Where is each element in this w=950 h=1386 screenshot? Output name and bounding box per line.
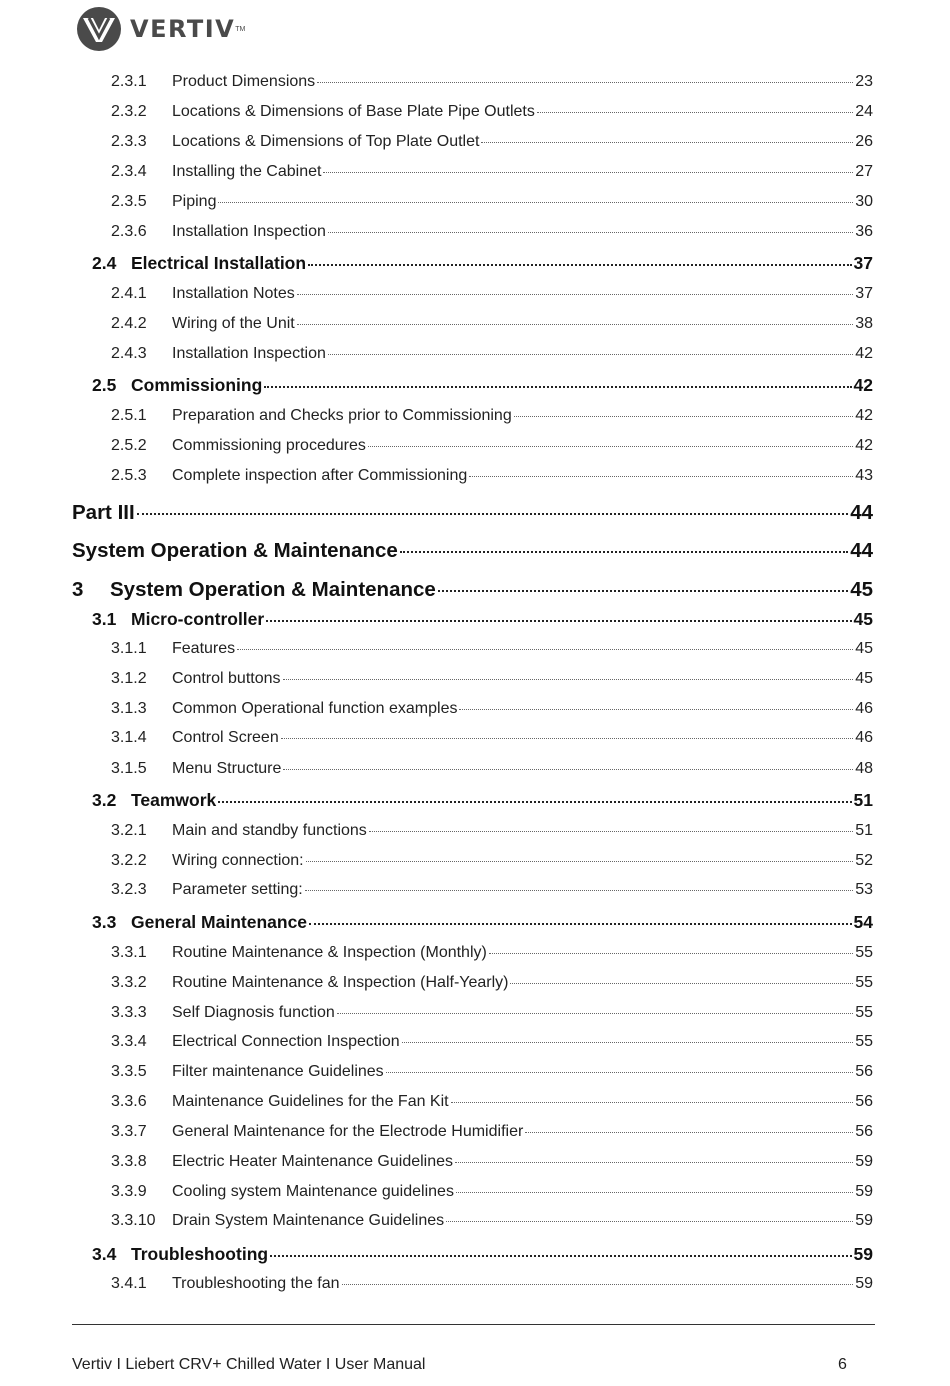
toc-dot-leader <box>305 890 853 891</box>
toc-entry-page: 45 <box>850 578 873 601</box>
toc-entry-title: Features <box>172 640 236 657</box>
toc-entry[interactable] <box>111 73 873 91</box>
toc-entry-title: Routine Maintenance & Inspection (Monthly) <box>172 944 487 961</box>
toc-dot-leader <box>481 142 853 143</box>
toc-dot-leader <box>510 983 853 984</box>
toc-entry-number: 3.2.1 <box>111 822 147 839</box>
toc-entry[interactable] <box>111 467 873 485</box>
toc-entry[interactable] <box>111 822 873 840</box>
toc-dot-leader <box>297 294 853 295</box>
toc-entry-number: 3 <box>72 578 84 601</box>
toc-entry-page: 27 <box>855 163 873 180</box>
toc-dot-leader <box>489 953 853 954</box>
toc-entry-title: Electric Heater Maintenance Guidelines <box>172 1153 454 1170</box>
toc-entry-page: 59 <box>855 1275 873 1292</box>
toc-entry-title: Electrical Connection Inspection <box>172 1033 400 1050</box>
toc-entry[interactable] <box>111 640 873 658</box>
toc-dot-leader <box>266 620 851 622</box>
toc-entry-number: 3.1.2 <box>111 670 147 687</box>
toc-entry-title: Troubleshooting the fan <box>172 1275 340 1292</box>
toc-entry-title: Locations & Dimensions of Top Plate Outlet <box>172 133 480 150</box>
toc-entry-page: 45 <box>853 609 873 629</box>
toc-dot-leader <box>456 1192 853 1193</box>
toc-dot-leader <box>218 801 851 803</box>
footer-page-number: 6 <box>838 1356 847 1373</box>
toc-entry-number: 3.2.3 <box>111 881 147 898</box>
toc-entry-page: 37 <box>853 253 873 273</box>
toc-entry-title: Troubleshooting <box>131 1244 269 1264</box>
footer-document-title: Vertiv I Liebert CRV+ Chilled Water I User Manual <box>72 1356 426 1373</box>
toc-entry-title: Product Dimensions <box>172 73 316 90</box>
toc-entry-number: 2.3.3 <box>111 133 147 150</box>
toc-entry-page: 42 <box>855 407 873 424</box>
toc-entry-page: 42 <box>855 345 873 362</box>
toc-entry-page: 59 <box>855 1153 873 1170</box>
toc-dot-leader <box>386 1072 854 1073</box>
toc-entry-page: 52 <box>855 852 873 869</box>
toc-entry-number: 3.3.1 <box>111 944 147 961</box>
toc-entry-page: 42 <box>855 437 873 454</box>
toc-entry[interactable] <box>111 133 873 151</box>
toc-entry[interactable] <box>111 1183 873 1201</box>
toc-entry[interactable] <box>111 881 873 899</box>
toc-dot-leader <box>297 324 853 325</box>
toc-dot-leader <box>308 264 851 266</box>
toc-entry-page: 30 <box>855 193 873 210</box>
toc-entry-page: 54 <box>853 912 873 932</box>
toc-dot-leader <box>342 1284 854 1285</box>
toc-entry-title: Cooling system Maintenance guidelines <box>172 1183 454 1200</box>
toc-entry-title: General Maintenance for the Electrode Humidifier <box>172 1123 524 1140</box>
toc-entry-number: 2.3.5 <box>111 193 147 210</box>
toc-entry[interactable] <box>111 670 873 688</box>
toc-entry-title: Electrical Installation <box>131 253 307 273</box>
toc-entry-page: 48 <box>855 760 873 777</box>
toc-dot-leader <box>283 679 854 680</box>
toc-entry-number: 3.3.4 <box>111 1033 147 1050</box>
toc-entry[interactable] <box>111 1212 873 1230</box>
toc-dot-leader <box>264 386 851 388</box>
toc-entry[interactable] <box>92 1244 873 1265</box>
toc-entry-title: Installation Inspection <box>172 345 326 362</box>
toc-entry-number: 3.3.5 <box>111 1063 147 1080</box>
toc-entry[interactable] <box>111 163 873 181</box>
toc-entry-page: 24 <box>855 103 873 120</box>
toc-entry-page: 38 <box>855 315 873 332</box>
toc-dot-leader <box>270 1255 851 1257</box>
toc-entry[interactable] <box>92 253 873 274</box>
toc-dot-leader <box>237 649 853 650</box>
toc-dot-leader <box>446 1221 853 1222</box>
toc-entry[interactable] <box>92 375 873 396</box>
toc-dot-leader <box>369 831 853 832</box>
toc-entry-number: 3.1.3 <box>111 700 147 717</box>
toc-entry[interactable] <box>111 407 873 425</box>
toc-dot-leader <box>514 416 853 417</box>
toc-entry-page: 37 <box>855 285 873 302</box>
toc-entry-number: 3.2.2 <box>111 852 147 869</box>
toc-dot-leader <box>400 551 848 553</box>
toc-entry-number: 3.3.2 <box>111 974 147 991</box>
toc-entry[interactable] <box>111 1093 873 1111</box>
toc-entry-page: 59 <box>855 1183 873 1200</box>
toc-entry-page: 46 <box>855 729 873 746</box>
toc-entry-title: Teamwork <box>131 790 217 810</box>
toc-entry-page: 51 <box>853 790 873 810</box>
toc-dot-leader <box>537 112 853 113</box>
toc-entry[interactable] <box>111 345 873 363</box>
toc-entry-title: Menu Structure <box>172 760 282 777</box>
toc-entry[interactable] <box>111 285 873 303</box>
toc-entry-page: 26 <box>855 133 873 150</box>
logo-wordmark: VERTIV <box>130 15 236 43</box>
toc-dot-leader <box>402 1042 854 1043</box>
toc-entry-number: 3.1.4 <box>111 729 147 746</box>
toc-entry-page: 46 <box>855 700 873 717</box>
toc-entry-title: Complete inspection after Commissioning <box>172 467 468 484</box>
toc-entry-number: 2.3.1 <box>111 73 147 90</box>
toc-entry-title: Piping <box>172 193 217 210</box>
toc-entry[interactable] <box>72 539 873 563</box>
toc-entry[interactable] <box>111 1063 873 1081</box>
toc-entry-title: Installation Notes <box>172 285 295 302</box>
toc-entry-number: 2.3.2 <box>111 103 147 120</box>
toc-entry[interactable] <box>111 223 873 241</box>
toc-entry-number: 2.4.1 <box>111 285 147 302</box>
toc-entry-page: 55 <box>855 1004 873 1021</box>
toc-entry[interactable] <box>111 974 873 992</box>
toc-entry-page: 55 <box>855 1033 873 1050</box>
toc-entry[interactable] <box>72 578 873 602</box>
toc-dot-leader <box>469 476 853 477</box>
toc-entry-number: 2.4.2 <box>111 315 147 332</box>
toc-entry-number: 2.5.3 <box>111 467 147 484</box>
toc-entry-title: Installation Inspection <box>172 223 326 240</box>
toc-entry-title: General Maintenance <box>131 912 308 932</box>
toc-dot-leader <box>328 232 853 233</box>
toc-dot-leader <box>451 1102 854 1103</box>
toc-entry-number: 2.5.1 <box>111 407 147 424</box>
toc-entry[interactable] <box>111 193 873 211</box>
logo-trademark: TM <box>235 25 246 33</box>
toc-entry[interactable] <box>92 790 873 811</box>
toc-entry-page: 59 <box>855 1212 873 1229</box>
toc-entry-number: 3.4 <box>92 1244 117 1264</box>
toc-entry[interactable] <box>111 852 873 870</box>
toc-dot-leader <box>218 202 853 203</box>
footer-divider <box>72 1324 875 1325</box>
toc-entry-page: 45 <box>855 670 873 687</box>
toc-entry-number: 2.3.6 <box>111 223 147 240</box>
toc-entry[interactable] <box>111 1153 873 1171</box>
toc-entry-number: 3.3.3 <box>111 1004 147 1021</box>
toc-entry-title: Drain System Maintenance Guidelines <box>172 1212 445 1229</box>
toc-entry[interactable] <box>111 1275 873 1293</box>
toc-entry-title: Commissioning <box>131 375 263 395</box>
toc-dot-leader <box>283 769 853 770</box>
toc-dot-leader <box>337 1013 853 1014</box>
toc-entry-title: Main and standby functions <box>172 822 367 839</box>
toc-entry-title: Control Screen <box>172 729 279 746</box>
toc-entry-title: Preparation and Checks prior to Commissioning <box>172 407 512 424</box>
toc-entry-number: 3.3.10 <box>111 1212 156 1229</box>
toc-entry-title: Part III <box>72 501 135 524</box>
toc-entry-page: 36 <box>855 223 873 240</box>
toc-entry-number: 3.3 <box>92 912 117 932</box>
toc-entry-number: 2.5.2 <box>111 437 147 454</box>
toc-entry-number: 3.4.1 <box>111 1275 147 1292</box>
toc-entry-number: 2.4.3 <box>111 345 147 362</box>
toc-entry-number: 2.5 <box>92 375 117 395</box>
toc-entry-title: Installing the Cabinet <box>172 163 322 180</box>
toc-entry-page: 23 <box>855 73 873 90</box>
toc-entry-number: 3.3.7 <box>111 1123 147 1140</box>
toc-entry-title: System Operation & Maintenance <box>72 539 398 562</box>
toc-dot-leader <box>459 709 853 710</box>
toc-dot-leader <box>438 590 848 592</box>
toc-dot-leader <box>317 82 853 83</box>
toc-entry-number: 3.2 <box>92 790 117 810</box>
toc-entry-title: Parameter setting: <box>172 881 303 898</box>
toc-entry[interactable] <box>111 760 873 778</box>
toc-dot-leader <box>306 861 854 862</box>
toc-entry-number: 3.1.5 <box>111 760 147 777</box>
toc-entry-title: Self Diagnosis function <box>172 1004 335 1021</box>
toc-dot-leader <box>281 738 853 739</box>
toc-entry[interactable] <box>111 729 873 747</box>
toc-entry-title: Wiring connection: <box>172 852 304 869</box>
toc-dot-leader <box>137 513 849 515</box>
toc-entry[interactable] <box>111 1123 873 1141</box>
toc-entry-number: 3.1 <box>92 609 117 629</box>
toc-entry-title: Micro-controller <box>131 609 265 629</box>
toc-entry-page: 51 <box>855 822 873 839</box>
toc-entry[interactable] <box>111 315 873 333</box>
toc-entry-title: Control buttons <box>172 670 281 687</box>
toc-dot-leader <box>328 354 853 355</box>
toc-entry[interactable] <box>92 912 873 933</box>
toc-dot-leader <box>455 1162 853 1163</box>
toc-entry-page: 56 <box>855 1063 873 1080</box>
toc-entry-title: Locations & Dimensions of Base Plate Pipe Outlets <box>172 103 535 120</box>
toc-entry-title: System Operation & Maintenance <box>110 578 436 601</box>
toc-entry-page: 59 <box>853 1244 873 1264</box>
toc-entry-number: 2.3.4 <box>111 163 147 180</box>
toc-entry[interactable] <box>111 1004 873 1022</box>
toc-entry-page: 56 <box>855 1093 873 1110</box>
toc-entry[interactable] <box>111 1033 873 1051</box>
toc-entry-title: Wiring of the Unit <box>172 315 295 332</box>
toc-entry-number: 3.3.6 <box>111 1093 147 1110</box>
toc-entry-page: 43 <box>855 467 873 484</box>
toc-entry-number: 3.3.8 <box>111 1153 147 1170</box>
toc-entry[interactable] <box>72 501 873 525</box>
toc-entry-title: Routine Maintenance & Inspection (Half-Yearly) <box>172 974 509 991</box>
toc-entry-title: Commissioning procedures <box>172 437 366 454</box>
toc-entry-title: Maintenance Guidelines for the Fan Kit <box>172 1093 449 1110</box>
toc-entry-page: 45 <box>855 640 873 657</box>
toc-entry[interactable] <box>111 944 873 962</box>
toc-entry-page: 55 <box>855 974 873 991</box>
toc-entry-page: 53 <box>855 881 873 898</box>
toc-entry[interactable] <box>111 103 873 121</box>
toc-entry-page: 55 <box>855 944 873 961</box>
toc-dot-leader <box>323 172 853 173</box>
toc-entry-title: Filter maintenance Guidelines <box>172 1063 384 1080</box>
toc-entry-number: 3.1.1 <box>111 640 147 657</box>
toc-dot-leader <box>309 923 851 925</box>
toc-entry-page: 44 <box>850 539 873 562</box>
toc-dot-leader <box>525 1132 853 1133</box>
toc-entry-page: 42 <box>853 375 873 395</box>
toc-entry-page: 44 <box>850 501 873 524</box>
toc-entry-number: 2.4 <box>92 253 117 273</box>
toc-entry[interactable] <box>111 700 873 718</box>
toc-entry[interactable] <box>92 609 873 630</box>
toc-entry-number: 3.3.9 <box>111 1183 147 1200</box>
toc-entry-title: Common Operational function examples <box>172 700 458 717</box>
toc-entry[interactable] <box>111 437 873 455</box>
toc-entry-page: 56 <box>855 1123 873 1140</box>
toc-dot-leader <box>368 446 853 447</box>
